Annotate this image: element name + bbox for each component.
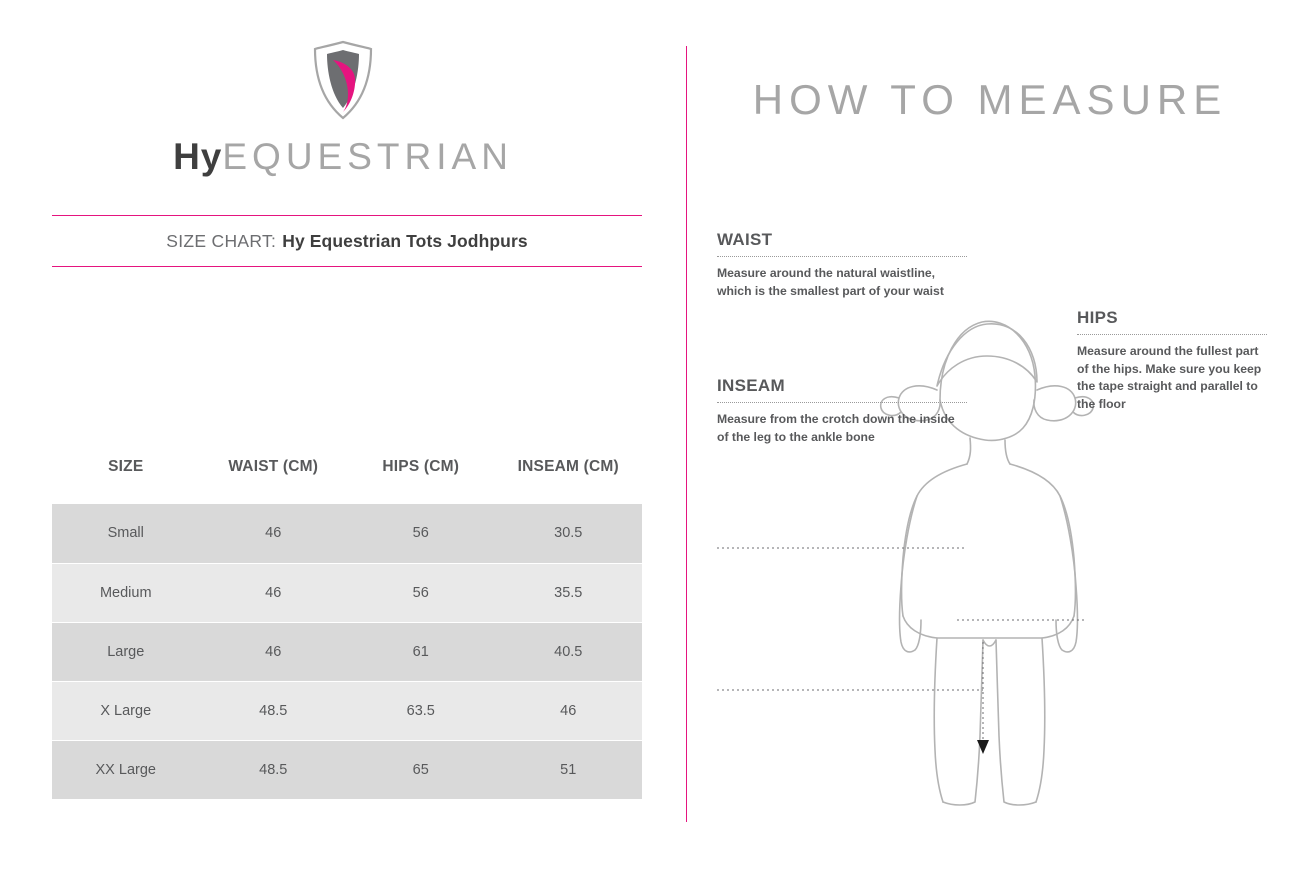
- column-header-inseam: INSEAM (CM): [517, 458, 619, 475]
- callout-inseam-rule: [717, 402, 967, 403]
- cell-inseam: 35.5: [495, 563, 643, 622]
- cell-inseam: 40.5: [495, 622, 643, 681]
- size-table: [52, 446, 642, 799]
- brand-logo-block: [0, 40, 686, 175]
- table-header-row: [52, 446, 642, 504]
- cell-inseam: 30.5: [495, 504, 643, 563]
- cell-waist: 48.5: [200, 681, 348, 740]
- cell-size: Large: [52, 622, 200, 681]
- cell-hips: 56: [347, 504, 495, 563]
- cell-hips: 65: [412, 761, 429, 778]
- cell-hips: 61: [347, 622, 495, 681]
- table-row: [52, 563, 642, 622]
- table-row: [52, 681, 642, 740]
- cell-size: XX Large: [95, 761, 156, 778]
- cell-size: Small: [52, 504, 200, 563]
- brand-wordmark: [0, 138, 686, 175]
- cell-waist: 46: [200, 504, 348, 563]
- cell-size: Medium: [52, 563, 200, 622]
- callout-waist-body: Measure around the natural waistline, which is the smallest part of your waist: [717, 266, 944, 298]
- table-row: [52, 504, 642, 563]
- callout-waist: [717, 230, 967, 300]
- cell-waist: 46: [200, 563, 348, 622]
- callout-inseam: [717, 376, 967, 446]
- hy-equestrian-shield-logo-icon: [310, 40, 376, 120]
- callout-hips-title: HIPS: [1077, 308, 1118, 327]
- callout-hips-rule: [1077, 334, 1267, 335]
- cell-inseam: 51: [560, 761, 577, 778]
- how-to-measure-title: HOW TO MEASURE: [752, 76, 1228, 123]
- cell-waist: 46: [200, 622, 348, 681]
- callout-hips-body: Measure around the fullest part of the hips. Make sure you keep the tape straight and parallel to the floor: [1077, 344, 1262, 412]
- how-to-measure-panel: [687, 0, 1293, 886]
- callout-hips: [1077, 308, 1267, 414]
- column-header-hips: HIPS (CM): [382, 458, 460, 475]
- cell-hips: 56: [347, 563, 495, 622]
- column-header-waist: WAIST (CM): [228, 458, 319, 475]
- cell-size: X Large: [52, 681, 200, 740]
- cell-inseam: 46: [495, 681, 643, 740]
- callout-inseam-body: Measure from the crotch down the inside of the leg to the ankle bone: [717, 412, 955, 444]
- table-row: [52, 740, 642, 799]
- cell-waist: 48.5: [259, 761, 288, 778]
- brand-name-secondary: EQUESTRIAN: [222, 136, 513, 177]
- size-chart-banner: [52, 215, 642, 267]
- callout-waist-rule: [717, 256, 967, 257]
- table-row: [52, 622, 642, 681]
- column-header-size: SIZE: [108, 458, 144, 475]
- callout-inseam-title: INSEAM: [717, 376, 785, 395]
- brand-name-primary: Hy: [173, 136, 223, 177]
- size-chart-product-name: Hy Equestrian Tots Jodhpurs: [282, 230, 528, 251]
- callout-waist-title: WAIST: [717, 230, 773, 249]
- cell-hips: 63.5: [347, 681, 495, 740]
- size-chart-label: SIZE CHART:: [166, 230, 277, 251]
